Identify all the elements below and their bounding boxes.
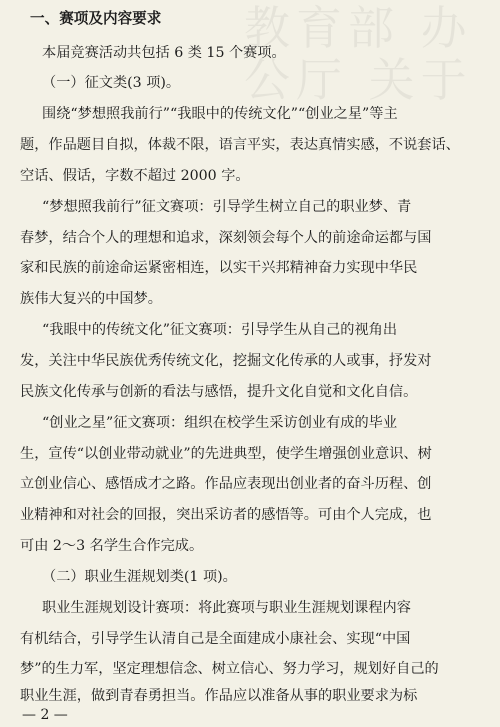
paragraph-line: “梦想照我前行”征文赛项：引导学生树立自己的职业梦、青 <box>42 199 412 215</box>
paragraph-line: 有机结合，引导学生认清自己是全面建成小康社会、实现“中国 <box>20 631 411 647</box>
page-number: — 2 — <box>22 707 68 723</box>
paragraph-line: 春梦，结合个人的理想和追求，深刻领会每个人的前途命运都与国 <box>20 230 432 246</box>
paragraph-line: 生，宣传“以创业带动就业”的先进典型，使学生增强创业意识、树 <box>20 446 432 462</box>
section-heading: 一、赛项及内容要求 <box>30 10 162 27</box>
subsection-heading: （二）职业生涯规划类(1 项)。 <box>42 569 237 585</box>
paragraph-line: 题，作品题目自拟，体裁不限，语言平实，表达真情实感，不说套话、 <box>20 137 460 153</box>
paragraph-line: 围绕“梦想照我前行”“我眼中的传统文化”“创业之星”等主 <box>42 106 398 122</box>
subsection-heading: （一）征文类(3 项)。 <box>42 75 181 91</box>
paragraph-line: 可由 2～3 名学生合作完成。 <box>20 538 204 554</box>
paragraph-line: 职业生涯，做到青春勇担当。作品应以准备从事的职业要求为标 <box>20 688 418 704</box>
paragraph-line: “创业之星”征文赛项：组织在校学生采访创业有成的毕业 <box>42 415 398 431</box>
paragraph-line: 民族文化传承与创新的看法与感悟，提升文化自觉和文化自信。 <box>20 384 418 400</box>
paragraph-line: 空话、假话，字数不超过 2000 字。 <box>20 168 250 184</box>
paragraph-line: “我眼中的传统文化”征文赛项：引导学生从自己的视角出 <box>42 322 398 338</box>
paragraph-line: 家和民族的前途命运紧密相连，以实干兴邦精神奋力实现中华民 <box>20 260 418 276</box>
paragraph-line: 立创业信心、感悟成才之路。作品应表现出创业者的奋斗历程、创 <box>20 476 432 492</box>
paragraph-line: 梦”的生力军，坚定理想信念、树立信心、努力学习，规划好自己的 <box>20 661 439 677</box>
paragraph-line: 业精神和对社会的回报，突出采访者的感悟等。可由个人完成，也 <box>20 507 432 523</box>
paragraph-line: 族伟大复兴的中国梦。 <box>20 291 162 307</box>
paragraph-line: 职业生涯规划设计赛项：将此赛项与职业生涯规划课程内容 <box>42 600 411 616</box>
paragraph-line: 本届竞赛活动共包括 6 类 15 个赛项。 <box>42 45 286 61</box>
paragraph-line: 发，关注中华民族优秀传统文化，挖掘文化传承的人或事，抒发对 <box>20 353 432 369</box>
watermark-bleed-through: 教育部 办公厅 关于 <box>244 2 473 107</box>
